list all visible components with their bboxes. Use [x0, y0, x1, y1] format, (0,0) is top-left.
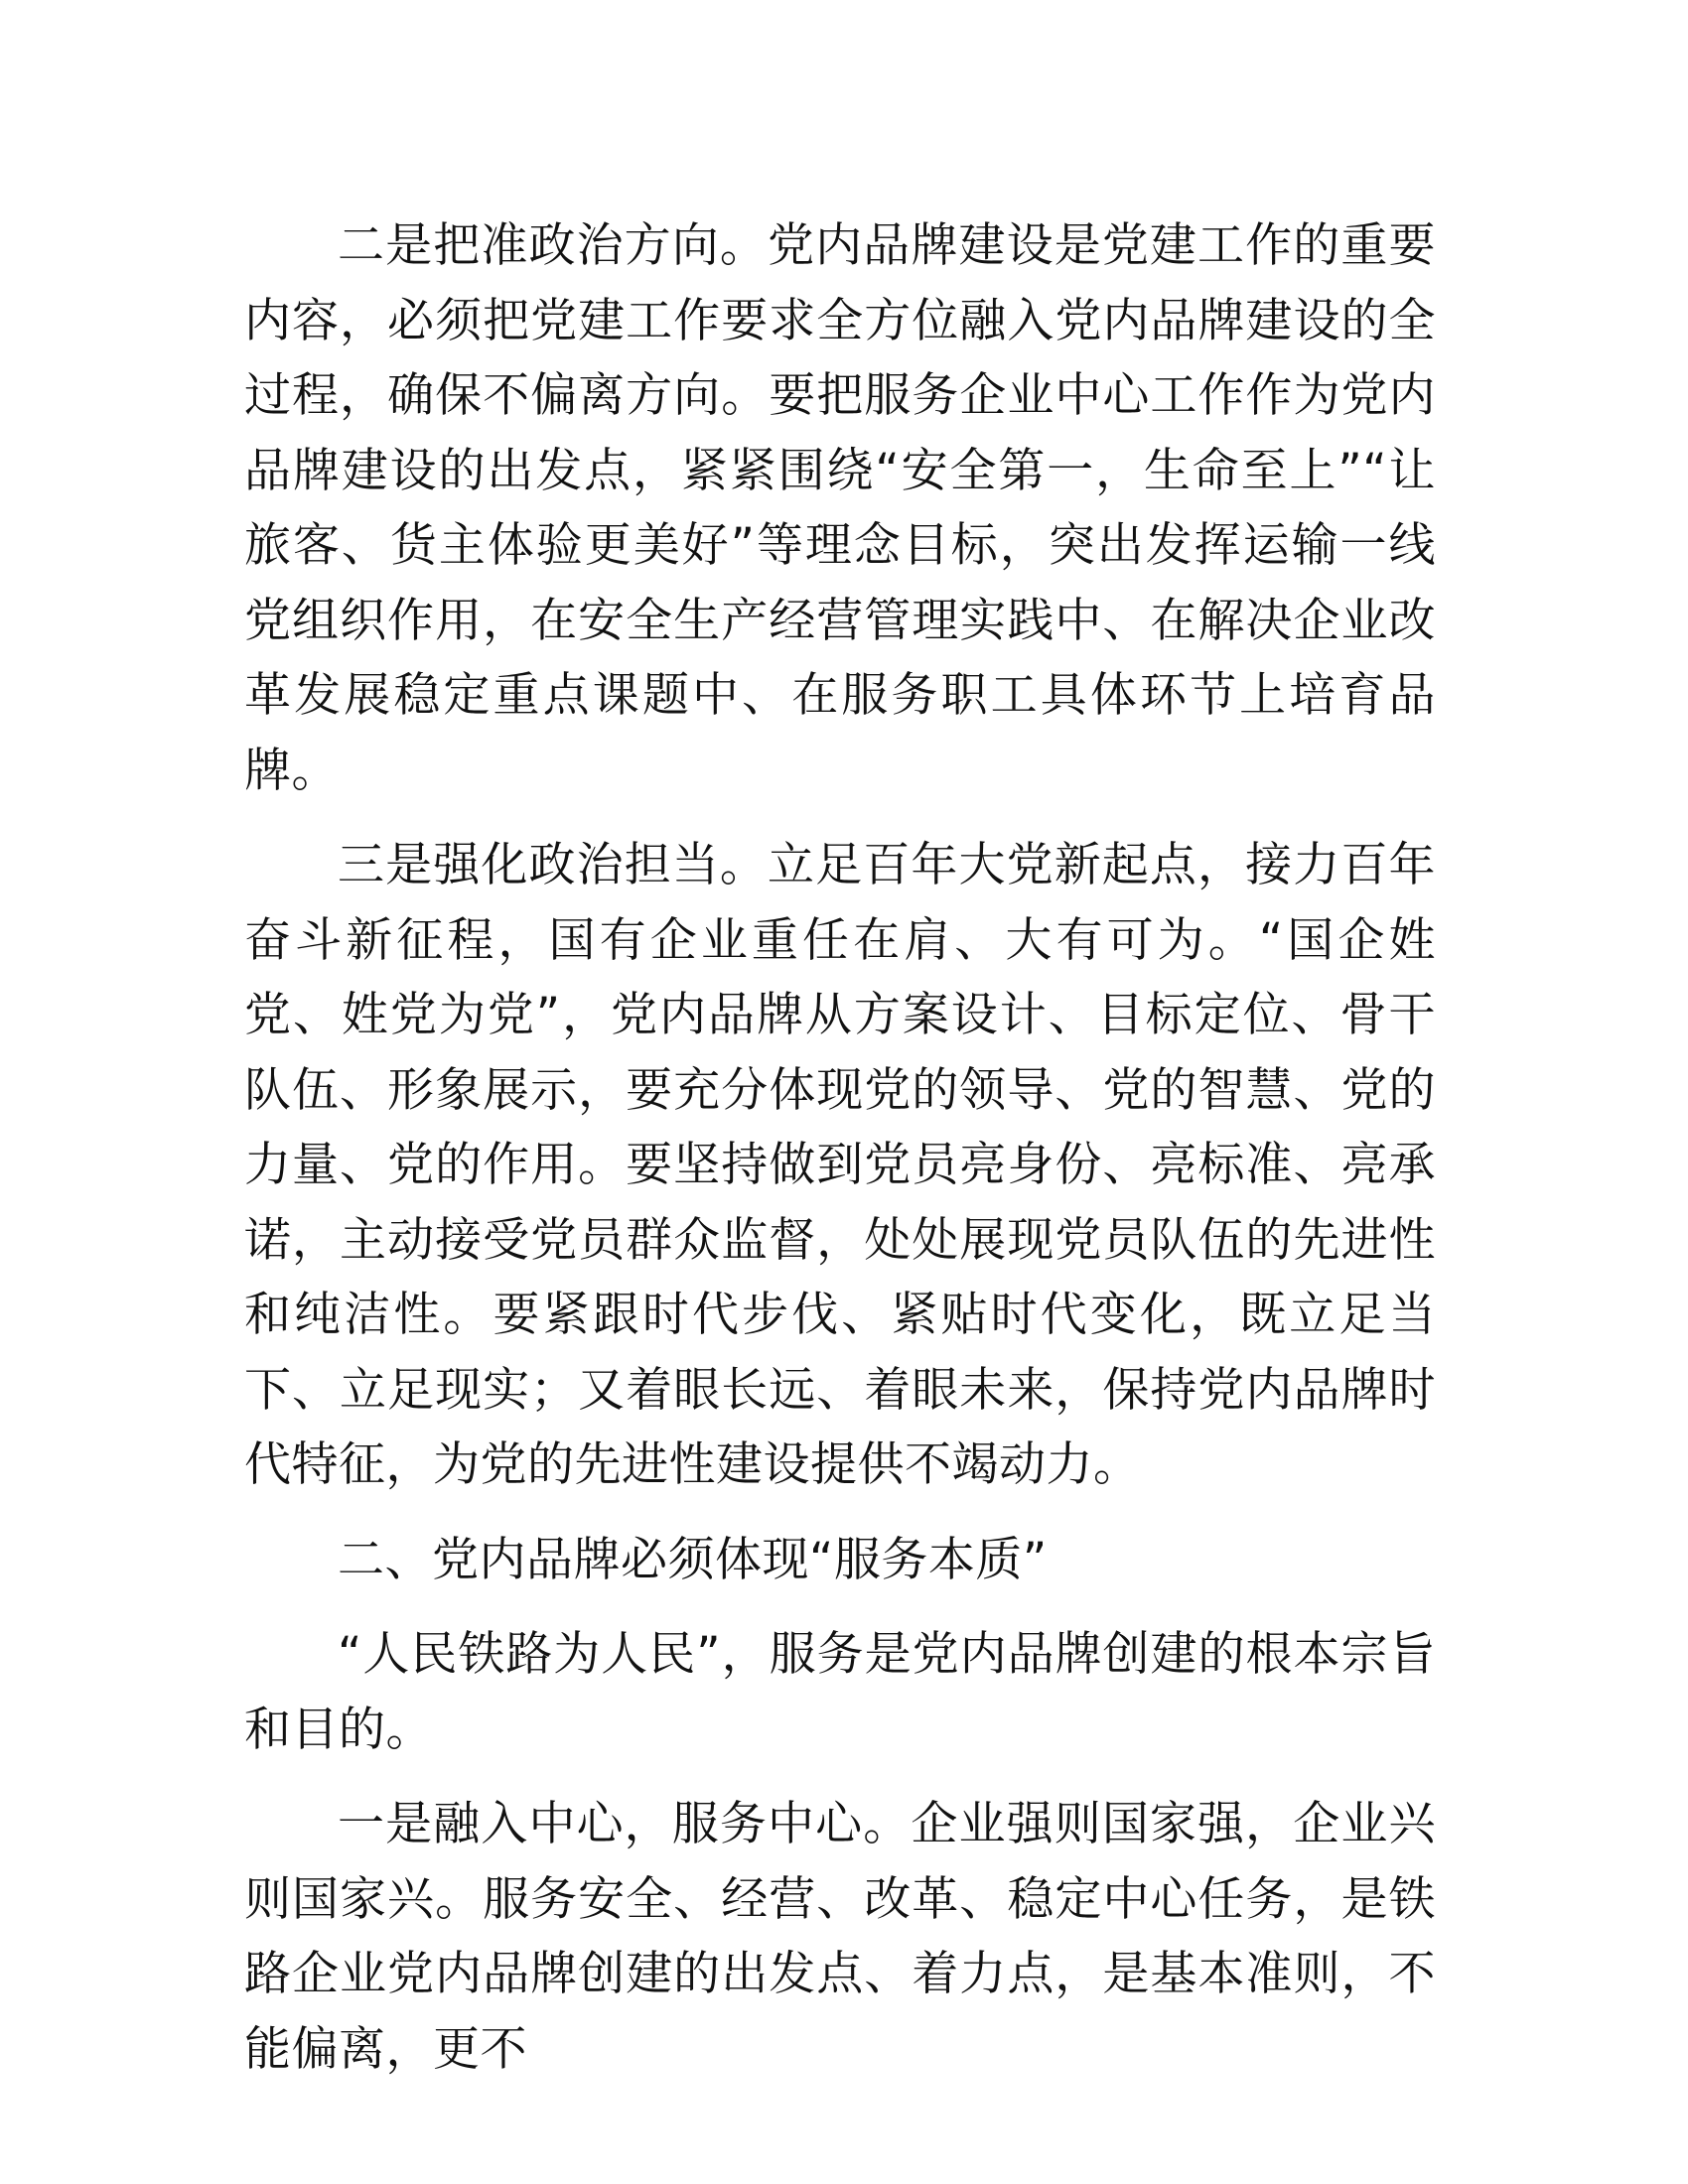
- paragraph-serve-center: 一是融入中心，服务中心。企业强则国家强，企业兴则国家兴。服务安全、经营、改革、稳定中心任务，是铁路企业党内品牌创建的出发点、着力点，是基本准则，不能偏离，更不: [244, 1797, 1436, 2077]
- section-heading-service-essence: 二、党内品牌必须体现“服务本质”: [338, 1532, 1048, 1587]
- document-body: [244, 208, 1436, 2107]
- paragraph-people-railway: “人民铁路为人民”，服务是党内品牌创建的根本宗旨和目的。: [244, 1627, 1436, 1757]
- paragraph-political-responsibility: 三是强化政治担当。立足百年大党新起点，接力百年奋斗新征程，国有企业重任在肩、大有可为。“国企姓党、姓党为党”，党内品牌从方案设计、目标定位、骨干队伍、形象展示，要充分体现党的领导、党的智慧、党的力量、党的作用。要坚持做到党员亮身份、亮标准、亮承诺，主动接受党员群众监督，处处展现党员队伍的先进性和纯洁性。要紧跟时代步伐、紧贴时代变化，既立足当下、立足现实；又着眼长远、着眼未来，保持党内品牌时代特征，为党的先进性建设提供不竭动力。: [244, 838, 1436, 1492]
- paragraph-political-direction: 二是把准政治方向。党内品牌建设是党建工作的重要内容，必须把党建工作要求全方位融入党内品牌建设的全过程，确保不偏离方向。要把服务企业中心工作作为党内品牌建设的出发点，紧紧围绕“安全第一，生命至上”“让旅客、货主体验更美好”等理念目标，突出发挥运输一线党组织作用，在安全生产经营管理实践中、在解决企业改革发展稳定重点课题中、在服务职工具体环节上培育品牌。: [244, 218, 1436, 798]
